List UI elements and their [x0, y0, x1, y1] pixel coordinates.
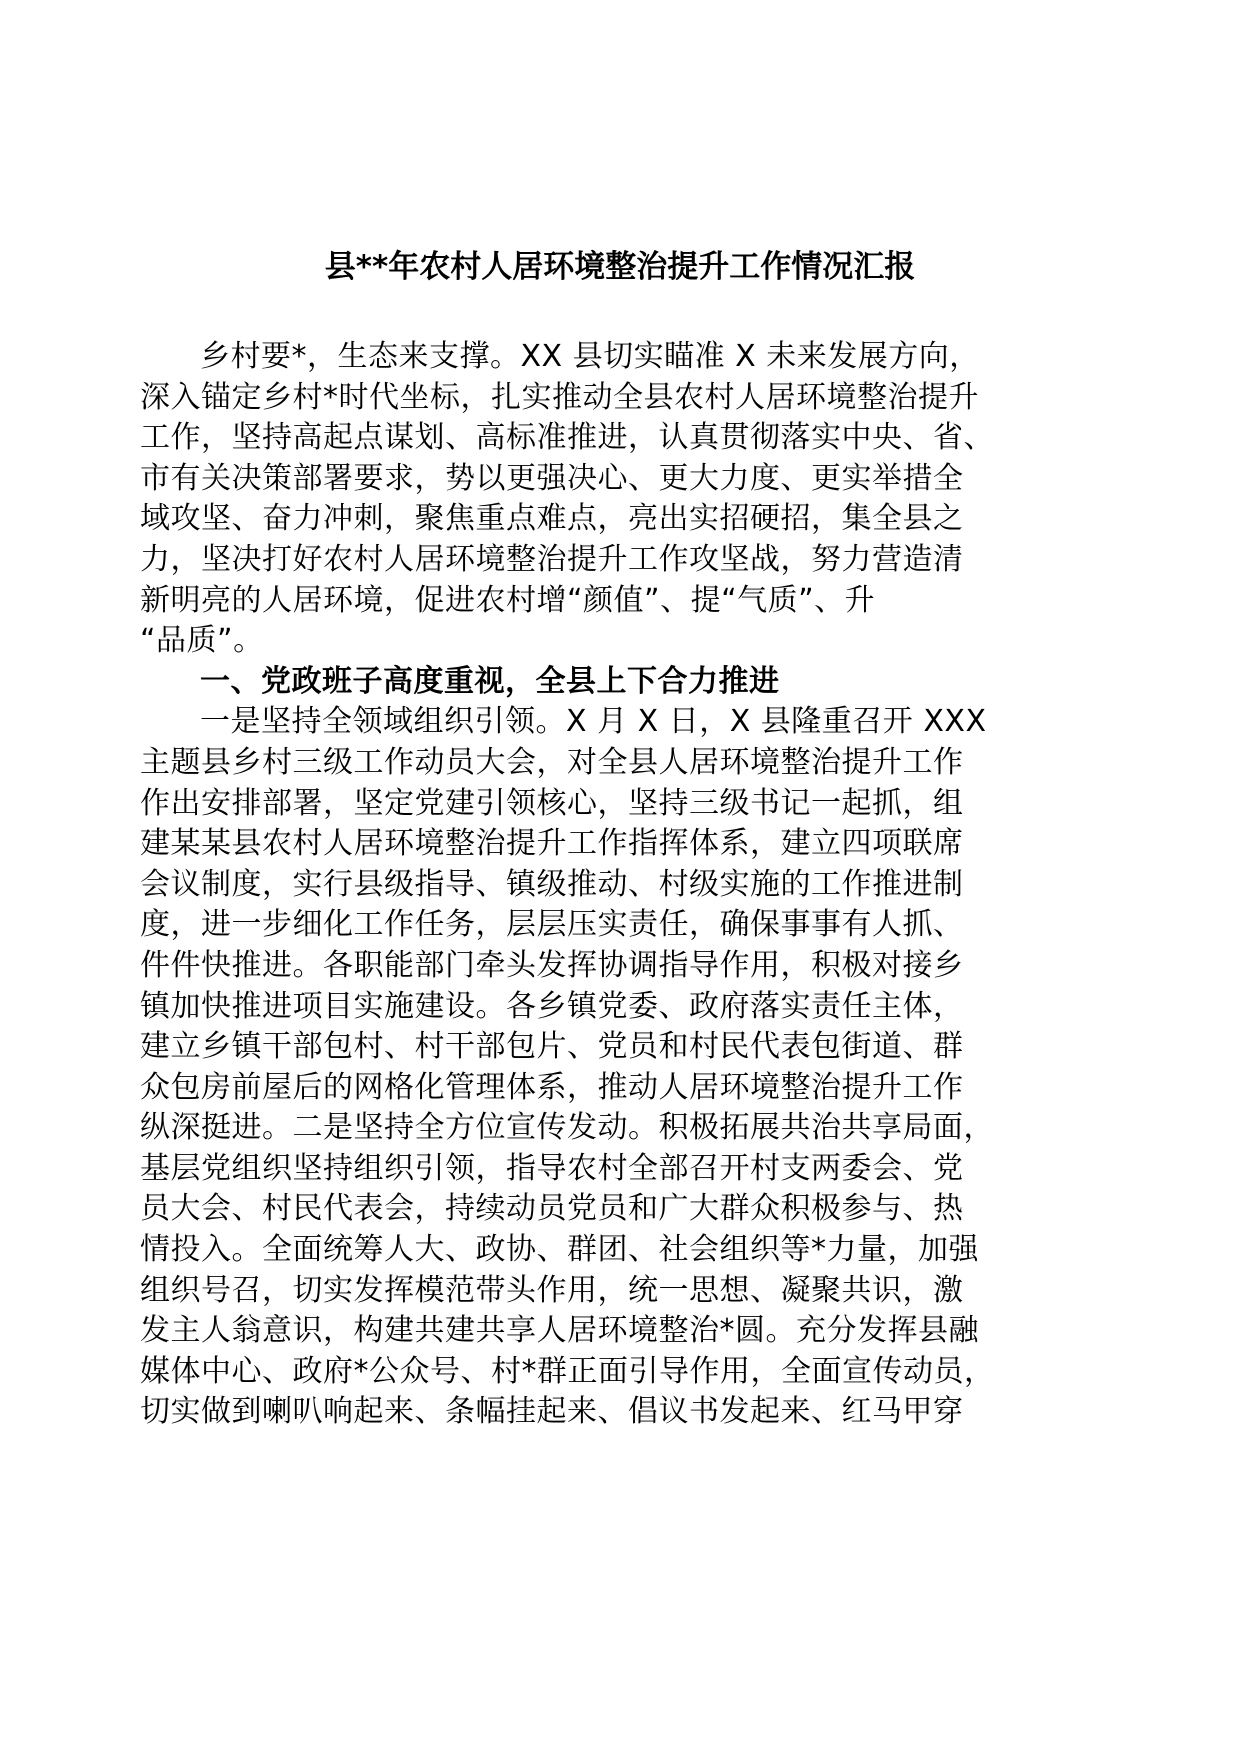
paragraph-line: 工作，坚持高起点谋划、高标准推进，认真贯彻落实中央、省、 — [140, 420, 994, 456]
paragraph-line: 众包房前屋后的网格化管理体系，推动人居环境整治提升工作 — [140, 1069, 964, 1105]
paragraph-line: 新明亮的人居环境，促进农村增“颜值”、提“气质”、升 — [140, 582, 876, 618]
paragraph-line: 主题县乡村三级工作动员大会，对全县人居环境整治提升工作 — [140, 744, 964, 780]
paragraph-line: 建某某县农村人居环境整治提升工作指挥体系，建立四项联席 — [140, 826, 964, 862]
paragraph-line: 员大会、村民代表会，持续动员党员和广大群众积极参与、热 — [140, 1191, 964, 1227]
document-title: 县**年农村人居环境整治提升工作情况汇报 — [324, 249, 916, 285]
paragraph-line: 作出安排部署，坚定党建引领核心，坚持三级书记一起抓，组 — [140, 785, 964, 821]
paragraph-line: 切实做到喇叭响起来、条幅挂起来、倡议书发起来、红马甲穿 — [140, 1394, 964, 1430]
document-body — [140, 337, 1100, 1433]
paragraph-line: 情投入。全面统筹人大、政协、群团、社会组织等*力量，加强 — [140, 1232, 979, 1268]
paragraph-line: 一是坚持全领域组织引领。X 月 X 日，X 县隆重召开 XXX — [200, 704, 987, 740]
paragraph-line: 镇加快推进项目实施建设。各乡镇党委、政府落实责任主体， — [140, 988, 964, 1024]
paragraph-line: 基层党组织坚持组织引领，指导农村全部召开村支两委会、党 — [140, 1150, 964, 1186]
paragraph-line: 纵深挺进。二是坚持全方位宣传发动。积极拓展共治共享局面， — [140, 1110, 994, 1146]
paragraph-line: 深入锚定乡村*时代坐标，扎实推动全县农村人居环境整治提升 — [140, 379, 979, 415]
paragraph-line: 媒体中心、政府*公众号、村*群正面引导作用，全面宣传动员， — [140, 1353, 995, 1389]
paragraph-line: 乡村要*，生态来支撑。XX 县切实瞄准 X 未来发展方向， — [200, 339, 980, 374]
paragraph-line: 市有关决策部署要求，势以更强决心、更大力度、更实举措全 — [140, 460, 964, 496]
paragraph-line: 力，坚决打好农村人居环境整治提升工作攻坚战，努力营造清 — [140, 541, 964, 577]
paragraph-line: 度，进一步细化工作任务，层层压实责任，确保事事有人抓、 — [140, 907, 964, 943]
paragraph-line: 会议制度，实行县级指导、镇级推动、村级实施的工作推进制 — [140, 866, 964, 902]
paragraph-line: 建立乡镇干部包村、村干部包片、党员和村民代表包街道、群 — [140, 1029, 964, 1065]
paragraph-line: 件件快推进。各职能部门牵头发挥协调指导作用，积极对接乡 — [140, 947, 964, 983]
paragraph-line: 发主人翁意识，构建共建共享人居环境整治*圆。充分发挥县融 — [140, 1313, 979, 1349]
section-heading: 一、党政班子高度重视，全县上下合力推进 — [200, 663, 780, 699]
paragraph-line: 域攻坚、奋力冲刺，聚焦重点难点，亮出实招硬招，集全县之 — [140, 501, 964, 537]
paragraph-line: 组织号召，切实发挥模范带头作用，统一思想、凝聚共识，激 — [140, 1272, 964, 1308]
paragraph-line: “品质”。 — [140, 623, 264, 659]
